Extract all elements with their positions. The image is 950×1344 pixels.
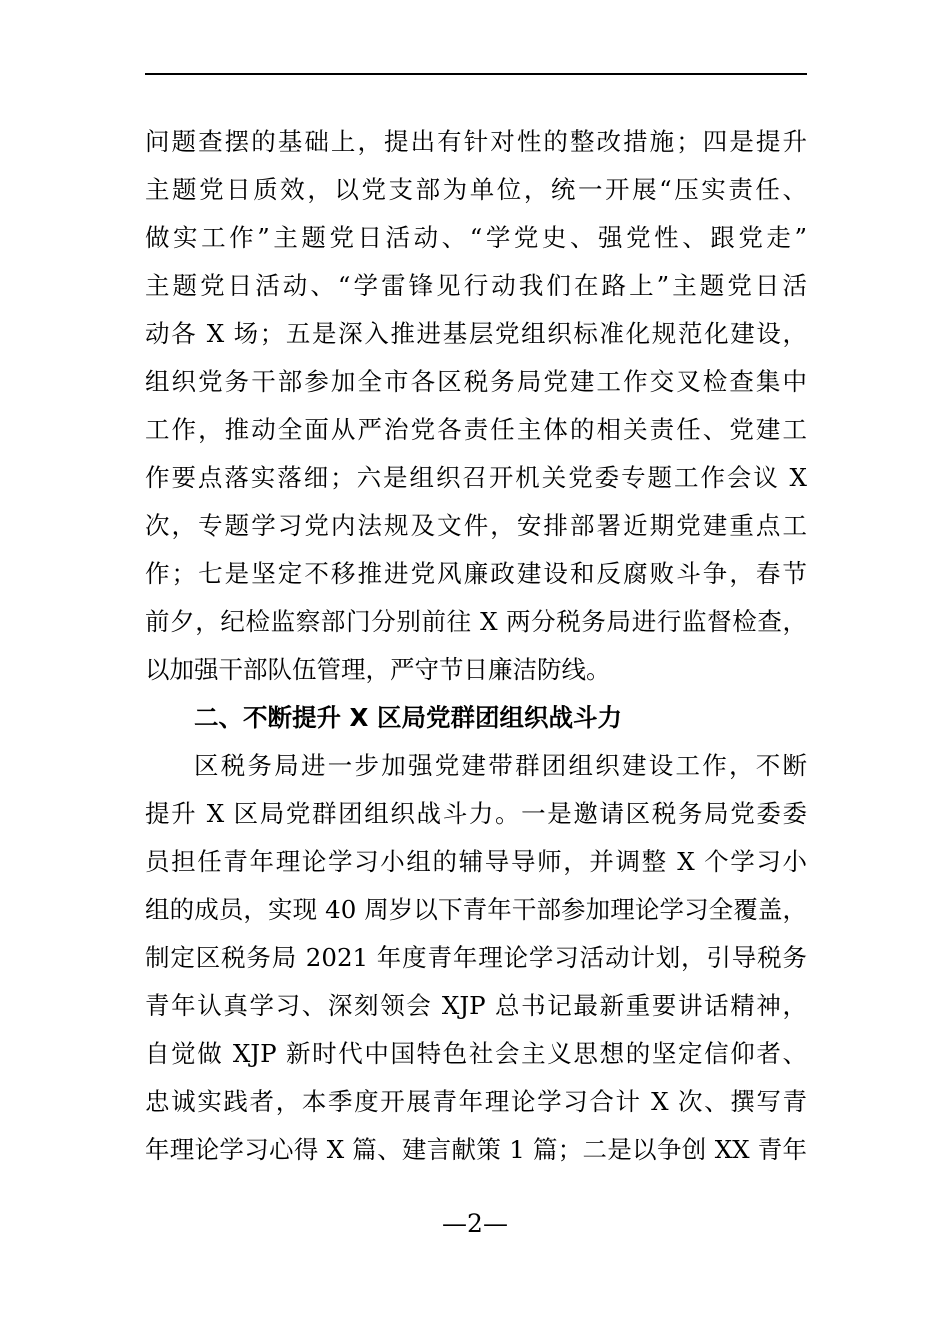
paragraph-line: 制定区税务局 2021 年度青年理论学习活动计划，引导税务: [145, 943, 807, 972]
paragraph-line: 年理论学习心得 X 篇、建言献策 1 篇；二是以争创 XX 青年: [145, 1135, 807, 1164]
paragraph-line: 动各 X 场；五是深入推进基层党组织标准化规范化建设，: [145, 319, 807, 348]
paragraph-line: 主题党日质效，以党支部为单位，统一开展“压实责任、: [145, 175, 807, 204]
paragraph-line: 做实工作”主题党日活动、“学党史、强党性、跟党走”: [145, 223, 807, 252]
paragraph-line: 前夕，纪检监察部门分别前往 X 两分税务局进行监督检查，: [145, 607, 807, 636]
paragraph-line: 忠诚实践者，本季度开展青年理论学习合计 X 次、撰写青: [145, 1087, 807, 1116]
paragraph-line: 组的成员，实现 40 周岁以下青年干部参加理论学习全覆盖，: [145, 895, 807, 924]
paragraph-line: 工作，推动全面从严治党各责任主体的相关责任、党建工: [145, 415, 807, 444]
paragraph-line: 提升 X 区局党群团组织战斗力。一是邀请区税务局党委委: [145, 799, 807, 828]
paragraph-line: 次，专题学习党内法规及文件，安排部署近期党建重点工: [145, 511, 807, 540]
header-rule: [145, 73, 807, 75]
paragraph-line: 组织党务干部参加全市各区税务局党建工作交叉检查集中: [145, 367, 807, 396]
paragraph-line: 作；七是坚定不移推进党风廉政建设和反腐败斗争，春节: [145, 559, 807, 588]
page-number: —2—: [442, 1209, 508, 1238]
paragraph-line: 员担任青年理论学习小组的辅导导师，并调整 X 个学习小: [145, 847, 807, 876]
paragraph-line: 作要点落实落细；六是组织召开机关党委专题工作会议 X: [145, 463, 807, 492]
paragraph-line: 以加强干部队伍管理，严守节日廉洁防线。: [145, 655, 611, 684]
paragraph-line: 青年认真学习、深刻领会 XJP 总书记最新重要讲话精神，: [145, 991, 807, 1020]
paragraph-line: 问题查摆的基础上，提出有针对性的整改措施；四是提升: [145, 127, 807, 156]
body-text: [145, 118, 807, 1174]
paragraph-line: 主题党日活动、“学雷锋见行动我们在路上”主题党日活: [145, 271, 807, 300]
paragraph-line: 区税务局进一步加强党建带群团组织建设工作，不断: [194, 751, 807, 780]
paragraph-line: 自觉做 XJP 新时代中国特色社会主义思想的坚定信仰者、: [145, 1039, 807, 1068]
section-heading: 二、不断提升 X 区局党群团组织战斗力: [194, 703, 622, 732]
